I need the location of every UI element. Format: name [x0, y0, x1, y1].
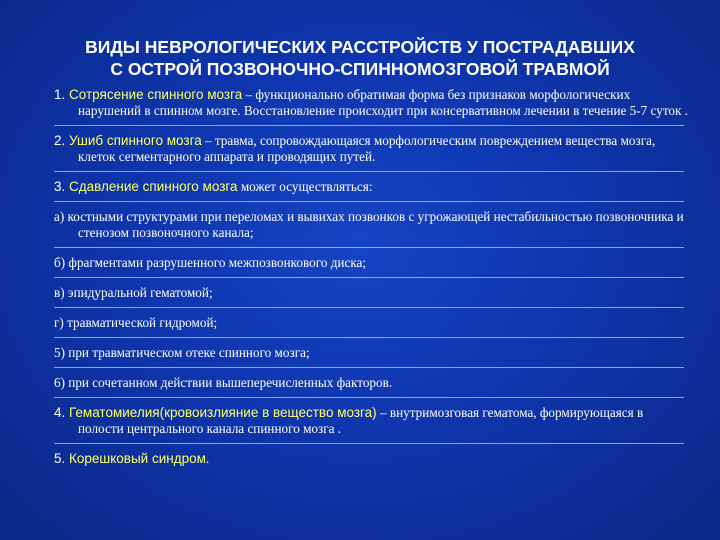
- content-list: [54, 87, 690, 467]
- item-number: 2.: [54, 133, 70, 148]
- item-number: 5.: [54, 451, 70, 466]
- item-text: – травма, сопровождающаяся морфологическим повреждением вещества мозга, клеток сегментарного аппарата и проводящих путей.: [78, 133, 656, 164]
- list-item-sub-c: в) эпидуральной гематомой;: [54, 285, 213, 300]
- separator: [54, 307, 684, 308]
- item-text: .: [205, 451, 210, 466]
- separator: [54, 247, 684, 248]
- separator: [54, 367, 684, 368]
- item-number: 3.: [54, 179, 70, 194]
- item-number: 4.: [54, 405, 70, 420]
- separator: [54, 125, 684, 126]
- separator: [54, 171, 684, 172]
- title-line-1: ВИДЫ НЕВРОЛОГИЧЕСКИХ РАССТРОЙСТВ У ПОСТРАДАВШИХ: [85, 37, 635, 57]
- separator: [54, 277, 684, 278]
- separator: [54, 337, 684, 338]
- item-term: Сдавление спинного мозга: [69, 179, 238, 194]
- list-item-hematomyelia: [54, 405, 690, 437]
- separator: [54, 397, 684, 398]
- item-text: может осуществляться:: [237, 179, 373, 194]
- list-item-sub-b: б) фрагментами разрушенного межпозвонкового диска;: [54, 255, 367, 270]
- item-term: Гематомиелия(кровоизлияние в вещество мозга): [69, 405, 377, 420]
- separator: [54, 443, 684, 444]
- list-item-contusion: [54, 133, 690, 165]
- item-text: – внутримозговая гематома, формирующаяся в полости центрального канала спинного мозга .: [78, 405, 644, 436]
- item-text: – функционально обратимая форма без признаков морфологических нарушений в спинном мозге. Восстановление происходит при консервативном лечении в течение 5-7 суток .: [78, 87, 689, 118]
- item-term: Сотрясение спинного мозга: [69, 87, 243, 102]
- title-line-2: С ОСТРОЙ ПОЗВОНОЧНО-СПИННОМОЗГОВОЙ ТРАВМОЙ: [110, 59, 610, 79]
- item-term: Ушиб спинного мозга: [69, 133, 202, 148]
- list-item-radicular: [54, 451, 690, 467]
- list-item-sub-a: а) костными структурами при переломах и вывихах позвонков с угрожающей нестабильностью позвоночника и стенозом позвоночного канала;: [54, 209, 684, 240]
- list-item-concussion: [54, 87, 690, 119]
- separator: [54, 201, 684, 202]
- slide-title: [30, 36, 690, 80]
- list-item-sub-6: 6) при сочетанном действии вышеперечисленных факторов.: [54, 375, 393, 390]
- list-item-sub-d: г) травматической гидромой;: [54, 315, 218, 330]
- list-item-compression: [54, 179, 690, 195]
- item-number: 1.: [54, 87, 70, 102]
- item-term: Корешковый синдром: [69, 451, 206, 466]
- list-item-sub-5: 5) при травматическом отеке спинного мозга;: [54, 345, 310, 360]
